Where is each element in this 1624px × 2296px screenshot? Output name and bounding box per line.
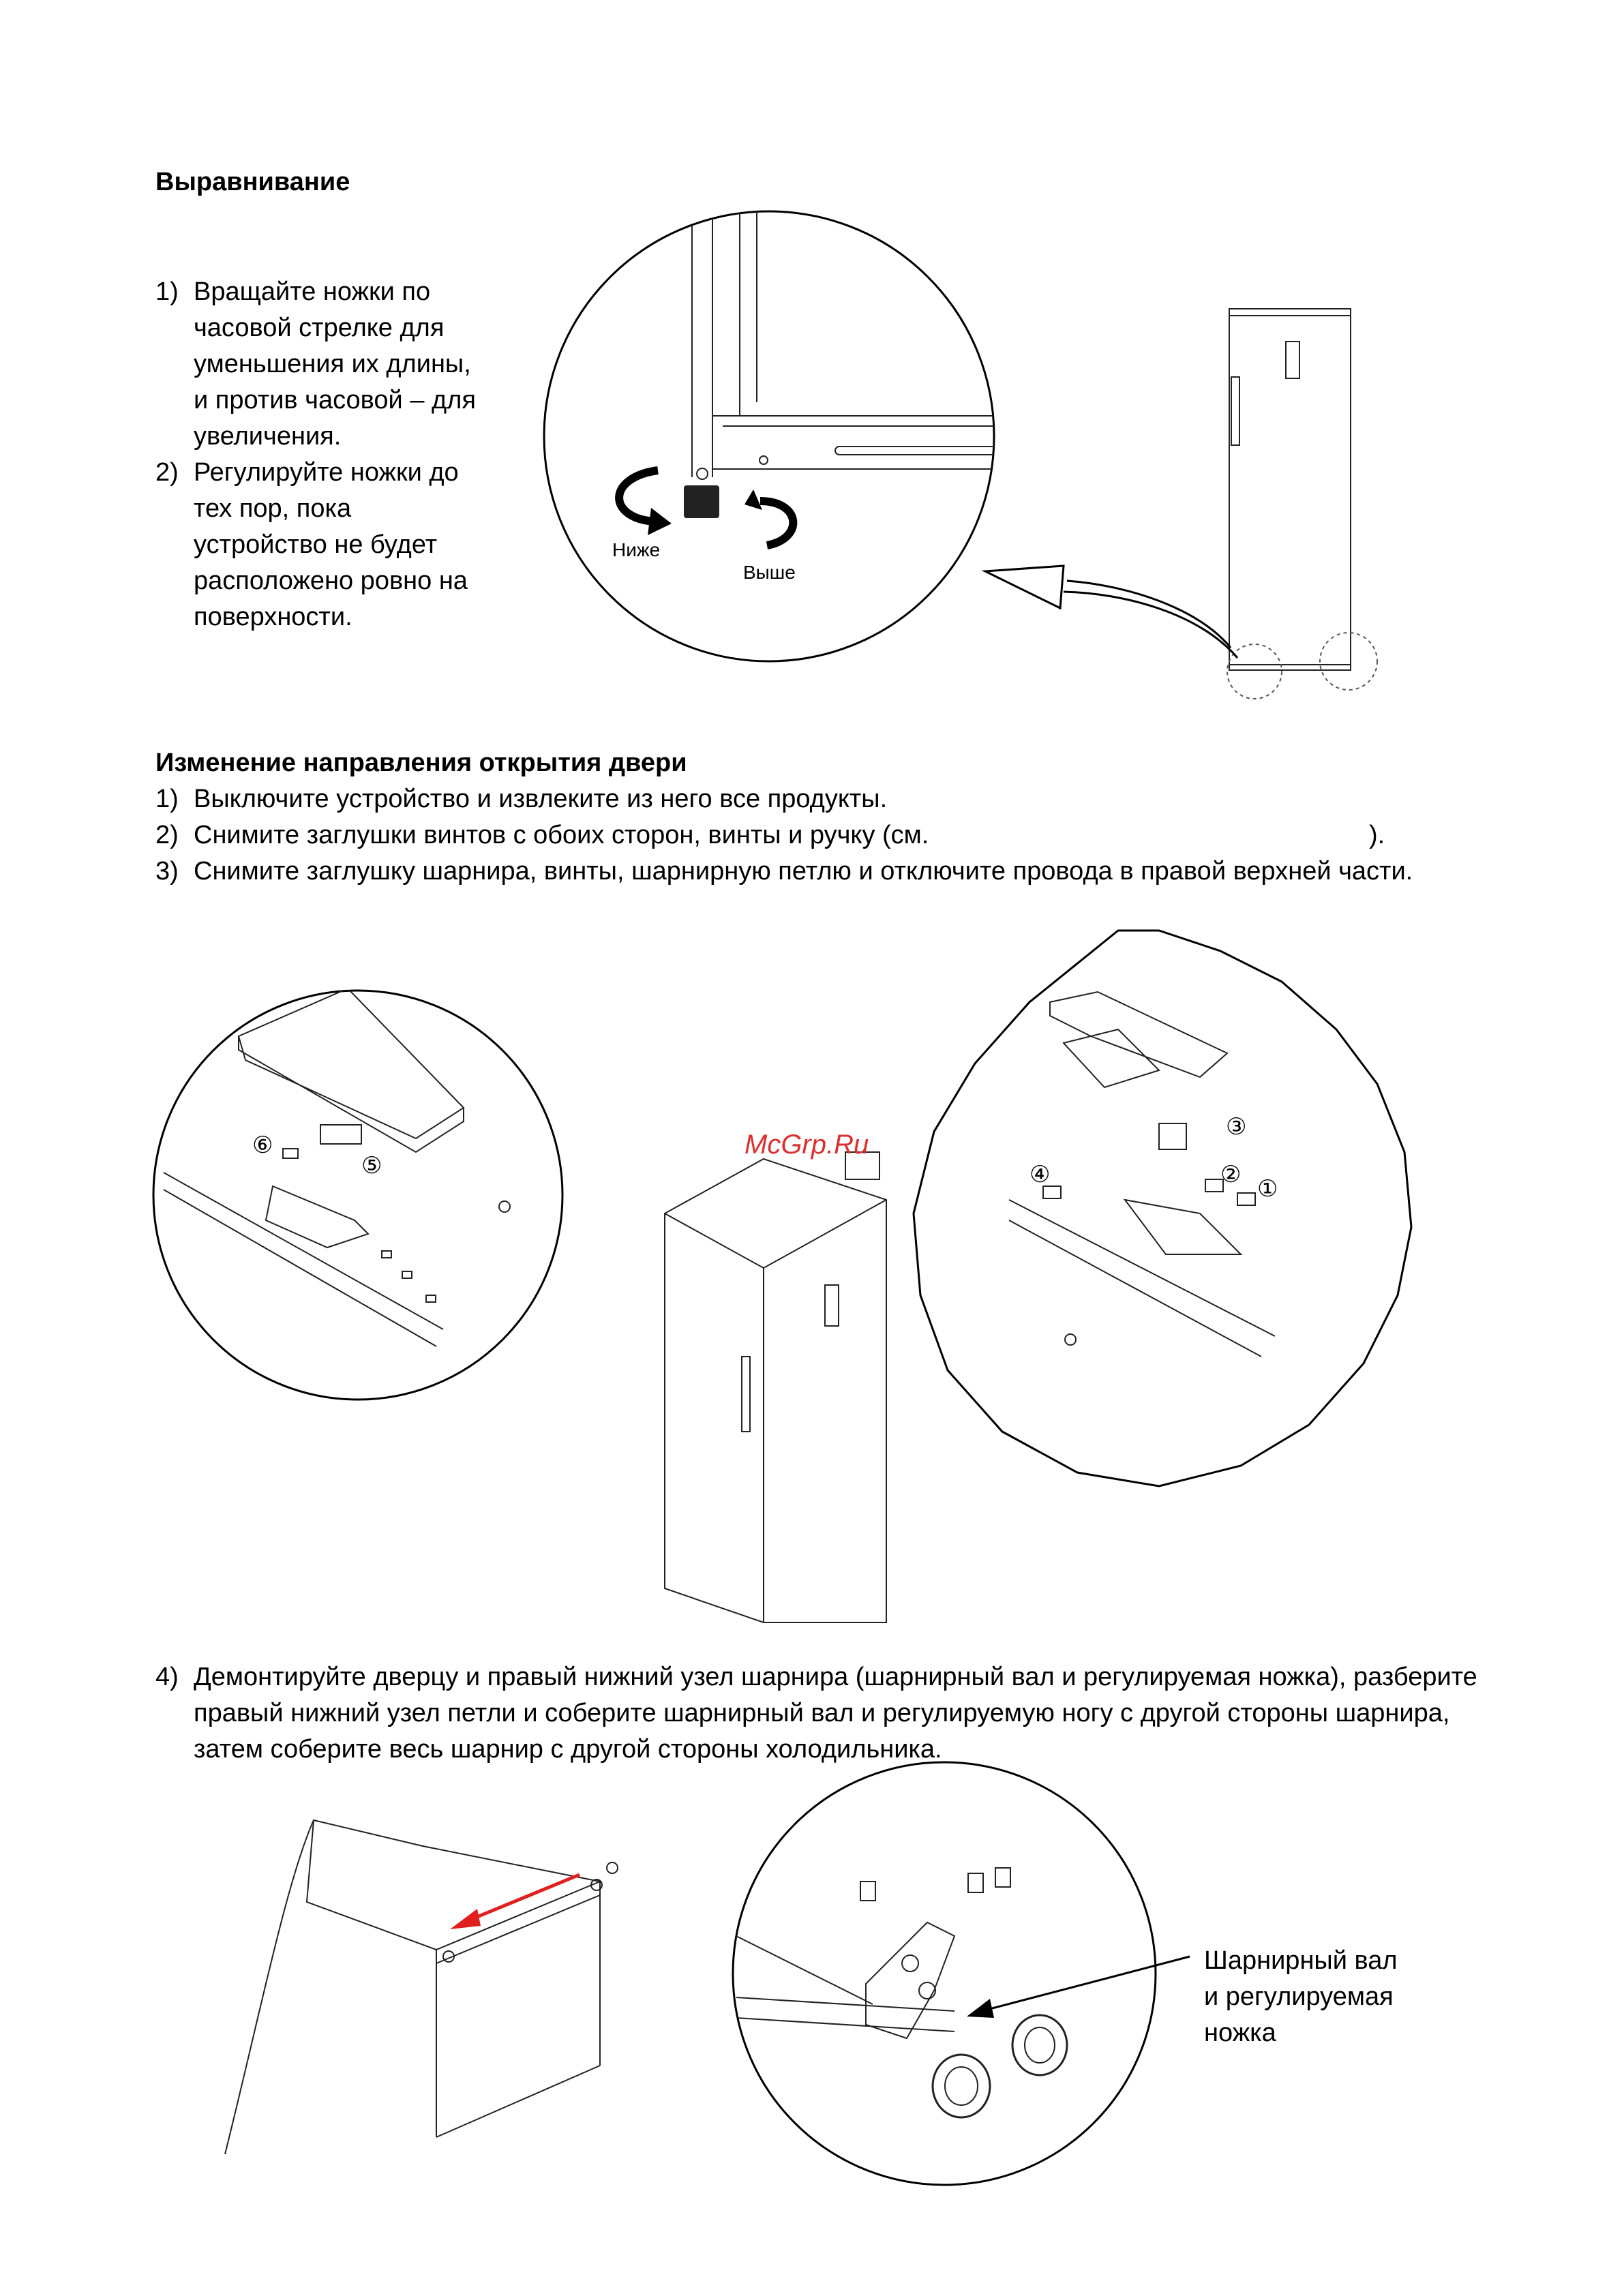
adjustable-foot-icon [933, 2055, 990, 2117]
rotate-counterclockwise-icon [760, 501, 793, 545]
fridge-center [665, 1152, 886, 1622]
step-number: 4) [155, 1663, 179, 1691]
step-text: Снимите заглушку шарнира, винты, шарнирную петлю и отключите провода в правой верхней части. [194, 857, 1413, 886]
hinge-shaft-icon [1012, 2015, 1067, 2075]
step-line: устройство не будет [194, 530, 438, 559]
zoom-polygon-right [914, 931, 1411, 1486]
adjustable-foot-icon [684, 485, 719, 518]
callout-6: ⑥ [252, 1132, 273, 1158]
step-line: Регулируйте ножки до [194, 458, 459, 487]
pointer-arrow-icon [1064, 592, 1237, 658]
fridge-corner-detail [684, 205, 1023, 518]
step-line: поверхности. [194, 603, 352, 631]
label-lower: Ниже [612, 539, 661, 560]
step-line: Вращайте ножки по [194, 277, 431, 306]
fridge-top-detail [225, 1820, 618, 2154]
section-title-door-reversal: Изменение направления открытия двери [155, 749, 687, 777]
leveling-diagram [0, 0, 1624, 750]
hinge-label [1204, 1943, 1531, 2051]
step-line: правый нижний узел петли и соберите шарнирный вал и регулируемую ногу с другой стороны шарнира, [194, 1699, 1450, 1727]
step-line: и против часовой – для [194, 386, 476, 414]
step-line: расположено ровно на [194, 567, 468, 595]
label-pointer-icon [982, 1957, 1190, 2011]
step-number: 2) [155, 458, 179, 487]
callout-5: ⑤ [361, 1153, 382, 1179]
zoom-circle-hinge [733, 1762, 1156, 2185]
hinge-label-line: ножка [1204, 2019, 1276, 2047]
step-line: тех пор, пока [194, 494, 352, 523]
step-line: часовой стрелке для [194, 314, 445, 342]
door-reversal-diagram [0, 886, 1624, 1636]
hinge-label-line: и регулируемая [1204, 1982, 1394, 2011]
move-arrow-icon [464, 1875, 580, 1922]
step-line: увеличения. [194, 422, 342, 451]
step-line: затем соберите весь шарнир с другой стороны холодильника. [194, 1735, 942, 1764]
step-number: 3) [155, 857, 179, 886]
step-text: Снимите заглушки винтов с обоих сторон, винты и ручку (см. [194, 821, 929, 849]
step-line: уменьшения их длины, [194, 350, 471, 378]
label-higher: Выше [743, 562, 796, 583]
callout-4: ④ [1029, 1162, 1051, 1188]
step-number: 1) [155, 785, 179, 813]
zoom-circle [544, 211, 994, 661]
callout-3: ③ [1226, 1114, 1247, 1140]
step-line: Демонтируйте дверцу и правый нижний узел шарнира (шарнирный вал и регулируемая ножка), разберите [194, 1663, 1477, 1691]
step-text: Выключите устройство и извлеките из него все продукты. [194, 785, 888, 813]
callout-1: ① [1257, 1176, 1278, 1202]
callout-2: ② [1220, 1162, 1242, 1188]
hinge-shaft-detail [736, 1868, 1067, 2117]
watermark: McGrp.Ru [745, 1130, 869, 1160]
zoom-circle-left [153, 991, 562, 1400]
hinge-label-line: Шарнирный вал [1204, 1946, 1398, 1975]
step-text-tail: ). [1369, 821, 1385, 849]
fridge-overview [1227, 309, 1377, 699]
hinge-cover-detail [164, 988, 510, 1346]
step-number: 2) [155, 821, 179, 849]
section-title-leveling: Выравнивание [155, 168, 350, 196]
step-number: 1) [155, 277, 179, 306]
